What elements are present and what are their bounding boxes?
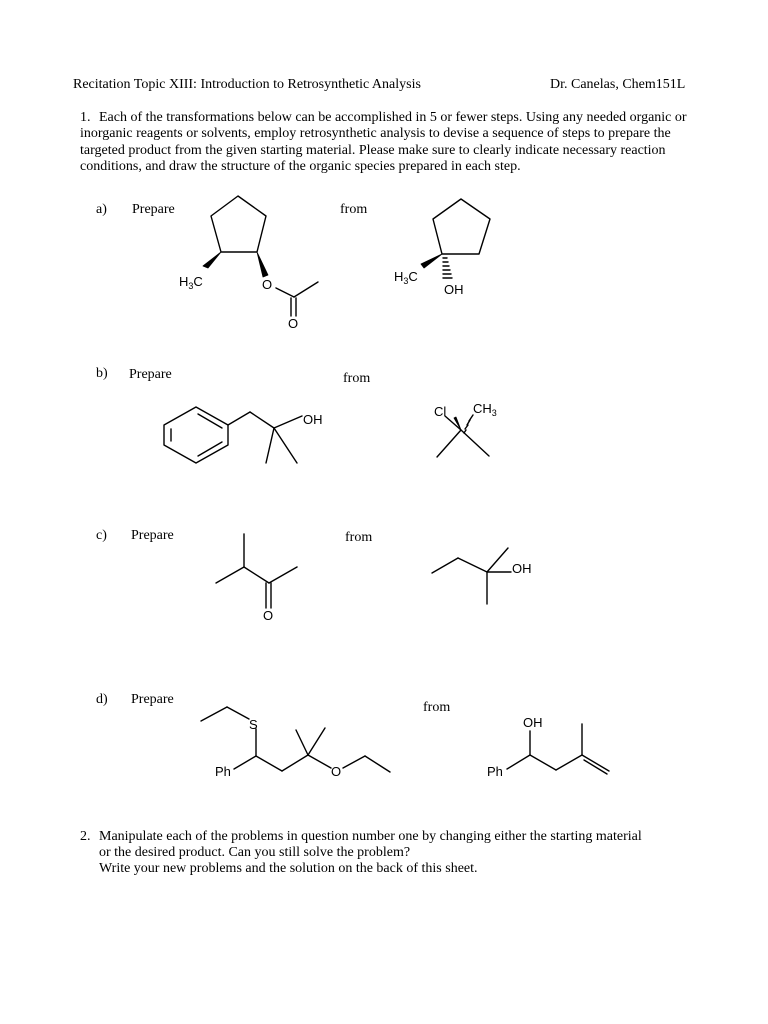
question-1-text: Each of the transformations below can be accomplished in 5 or fewer steps. Using any needed organic or inorganic reagents or solvents, employ retrosynthetic analysis to devise a sequence of steps to prepare the targeted product from the given starting material. Please make sure to clearly indicate necessary reaction conditions, and draw the structure of the organic species prepared in each step. bbox=[80, 110, 687, 175]
structure-a-start bbox=[394, 199, 490, 297]
c-start-oh: OH bbox=[512, 561, 532, 576]
part-a-letter: a) bbox=[96, 202, 107, 217]
a-start-methyl-label: $H_3C$ bbox=[394, 269, 418, 286]
c-product-o: O bbox=[263, 608, 274, 623]
instructor-name: Dr. Canelas, Chem151L bbox=[550, 77, 686, 92]
question-2-line-2: or the desired product. Can you still solve the problem? bbox=[99, 845, 411, 860]
structure-d-product bbox=[201, 707, 390, 779]
part-b-prepare: Prepare bbox=[129, 367, 172, 382]
b-start-cl: Cl bbox=[434, 404, 447, 419]
question-1-number: 1. bbox=[80, 110, 91, 125]
a-product-carbonyl-o: O bbox=[288, 316, 299, 331]
part-d-prepare: Prepare bbox=[131, 692, 174, 707]
b-product-oh: OH bbox=[303, 412, 323, 427]
structure-a-product bbox=[179, 196, 318, 331]
structure-c-product bbox=[216, 534, 297, 623]
part-a-prepare: Prepare bbox=[132, 202, 175, 217]
part-b-letter: b) bbox=[96, 366, 108, 381]
page-title: Recitation Topic XIII: Introduction to Retrosynthetic Analysis bbox=[73, 77, 421, 92]
structure-d-start bbox=[487, 715, 609, 779]
d-product-ph: Ph bbox=[215, 764, 231, 779]
d-product-o: O bbox=[331, 764, 342, 779]
structure-b-start bbox=[434, 401, 497, 457]
a-product-methyl-label: $H_3C$ bbox=[179, 274, 203, 291]
d-start-oh: OH bbox=[523, 715, 543, 730]
structure-b-product bbox=[164, 407, 323, 463]
a-product-ester-o: O bbox=[262, 277, 273, 292]
part-c-prepare: Prepare bbox=[131, 528, 174, 543]
question-2-number: 2. bbox=[80, 829, 91, 844]
b-start-methyl: $CH_3$ bbox=[473, 401, 497, 418]
part-b-from: from bbox=[343, 371, 371, 386]
part-d-letter: d) bbox=[96, 692, 108, 707]
d-start-ph: Ph bbox=[487, 764, 503, 779]
a-start-oh: OH bbox=[444, 282, 464, 297]
part-c-from: from bbox=[345, 530, 373, 545]
structure-c-start bbox=[432, 548, 532, 604]
d-product-s: S bbox=[249, 717, 258, 732]
part-c-letter: c) bbox=[96, 528, 107, 543]
question-2-line-1: Manipulate each of the problems in question number one by changing either the starting material bbox=[99, 829, 642, 844]
part-d-from: from bbox=[423, 700, 451, 715]
part-a-from: from bbox=[340, 202, 368, 217]
question-2-line-3: Write your new problems and the solution on the back of this sheet. bbox=[99, 861, 478, 876]
